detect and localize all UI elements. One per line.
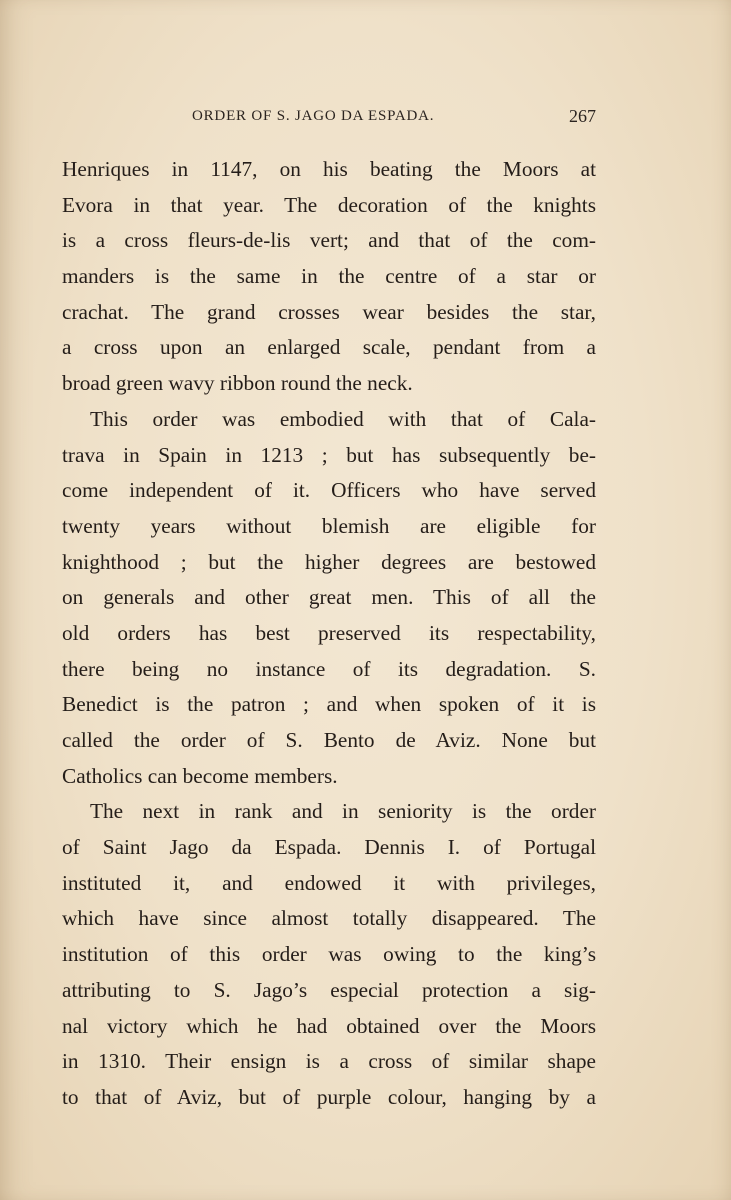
text-line: is a cross fleurs-de-lis vert; and that of the com-	[62, 228, 596, 253]
text-line: crachat. The grand crosses wear besides the star,	[62, 299, 596, 324]
text-line: of Saint Jago da Espada. Dennis I. of Portugal	[62, 835, 596, 860]
text-line: Catholics can become members.	[62, 763, 338, 788]
page-number: 267	[569, 106, 596, 126]
text-line: old orders has best preserved its respectability,	[62, 620, 596, 645]
text-line: there being no instance of its degradation. S.	[62, 656, 596, 681]
paragraph-start-line: The next in rank and in seniority is the order	[90, 799, 596, 824]
text-line: on generals and other great men. This of all the	[62, 585, 596, 610]
text-line: to that of Aviz, but of purple colour, hanging by a	[62, 1084, 596, 1109]
text-line: institution of this order was owing to the king’s	[62, 942, 596, 967]
text-line: Henriques in 1147, on his beating the Moors at	[62, 157, 596, 181]
text-line: come independent of it. Officers who have served	[62, 478, 596, 503]
text-line: manders is the same in the centre of a star or	[62, 264, 596, 289]
text-line: trava in Spain in 1213 ; but has subsequently be-	[62, 442, 596, 467]
text-line: a cross upon an enlarged scale, pendant from a	[62, 335, 596, 360]
running-title: ORDER OF S. JAGO DA ESPADA.	[192, 108, 435, 124]
text-line: instituted it, and endowed it with privileges,	[62, 870, 596, 895]
running-head	[62, 106, 596, 130]
text-line: which have since almost totally disappeared. The	[62, 906, 596, 931]
text-line: called the order of S. Bento de Aviz. None but	[62, 728, 596, 752]
text-line: twenty years without blemish are eligible for	[62, 513, 596, 538]
paragraph-start-line: This order was embodied with that of Cala-	[90, 406, 596, 431]
text-line: Benedict is the patron ; and when spoken of it is	[62, 692, 596, 717]
text-line: knighthood ; but the higher degrees are bestowed	[62, 549, 596, 574]
body-text	[62, 152, 596, 1116]
text-line: in 1310. Their ensign is a cross of similar shape	[62, 1049, 596, 1074]
text-line: broad green wavy ribbon round the neck.	[62, 371, 413, 396]
text-line: nal victory which he had obtained over the Moors	[62, 1013, 596, 1038]
text-line: attributing to S. Jago’s especial protection a sig-	[62, 977, 596, 1002]
text-line: Evora in that year. The decoration of the knights	[62, 192, 596, 217]
